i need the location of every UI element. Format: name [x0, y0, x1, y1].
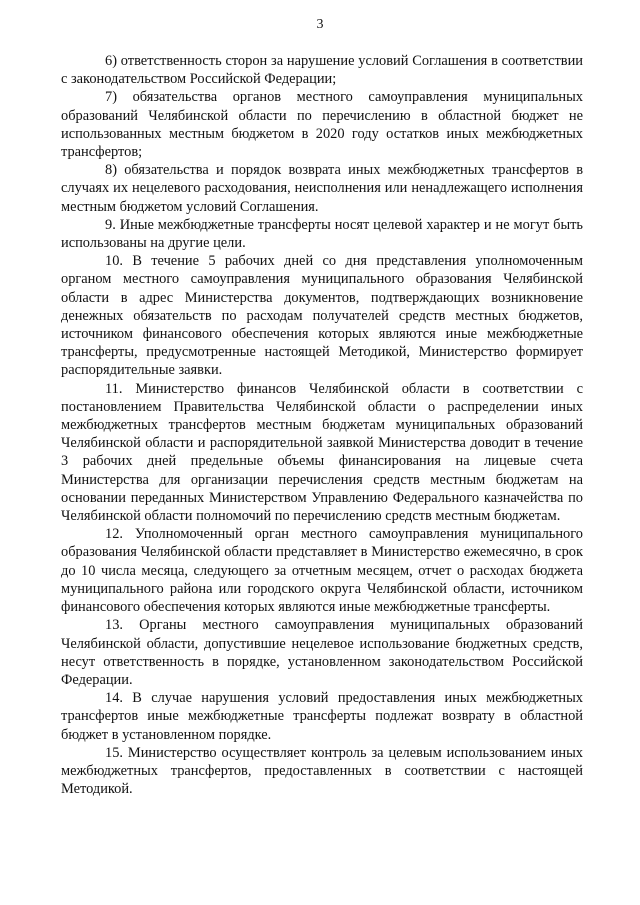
paragraph-15: 15. Министерство осуществляет контроль за целевым использованием иных межбюджетных трансфертов, предоставленных в соответствии с настоящей Методикой. [61, 744, 583, 798]
paragraph-14: 14. В случае нарушения условий предоставления иных межбюджетных трансфертов иные межбюджетные трансферты подлежат возврату в областной бюджет в установленном порядке. [61, 690, 583, 743]
paragraph-13: 13. Органы местного самоуправления муниципальных образований Челябинской области, допустившие нецелевое использование бюджетных средств, несут ответственность в порядке, установленном законодательством Российской Федерации. [61, 617, 583, 688]
paragraph-11: 11. Министерство финансов Челябинской области в соответствии с постановлением Правительства Челябинской области о распределении иных межбюджетных трансфертов местным бюджетам муниципальных образований Челябинской области и распорядительной заявкой Министерства доводит в течение 3 рабочих дней предельные объемы финансирования на лицевые счета Министерства для организации перечисления средств местным бюджетам на основании переданных Министерством Управлению Федерального казначейства по Челябинской области полномочий по перечислению средств местным бюджетам. [61, 380, 583, 525]
paragraph-item-6: 6) ответственность сторон за нарушение условий Соглашения в соответствии с законодательством Российской Федерации; [61, 53, 583, 88]
document-body [61, 52, 583, 798]
paragraph-item-8: 8) обязательства и порядок возврата иных межбюджетных трансфертов в случаях их нецелевого расходования, неисполнения или ненадлежащего исполнения местным бюджетом условий Соглашения. [61, 162, 583, 215]
paragraph-10: 10. В течение 5 рабочих дней со дня представления уполномоченным органом местного самоуправления муниципального образования Челябинской области в адрес Министерства документов, подтверждающих возникновение денежных обязательств по расходам получателей средств местных бюджетов, источником финансового обеспечения которых являются иные межбюджетные трансферты, предусмотренные настоящей Методикой, Министерство формирует распорядительные заявки. [61, 253, 583, 379]
page-number: 3 [316, 17, 324, 32]
paragraph-12: 12. Уполномоченный орган местного самоуправления муниципального образования Челябинской области представляет в Министерство ежемесячно, в срок до 10 числа месяца, следующего за отчетным месяцем, отчет о расходах бюджета муниципального района или городского округа Челябинской области, источником финансового обеспечения которых являются иные межбюджетные трансферты. [61, 526, 583, 616]
paragraph-item-7: 7) обязательства органов местного самоуправления муниципальных образований Челябинской области по перечислению в областной бюджет не использованных местным бюджетом в 2020 году остатков иных межбюджетных трансфертов; [61, 89, 583, 161]
paragraph-9: 9. Иные межбюджетные трансферты носят целевой характер и не могут быть использованы на другие цели. [61, 216, 583, 252]
